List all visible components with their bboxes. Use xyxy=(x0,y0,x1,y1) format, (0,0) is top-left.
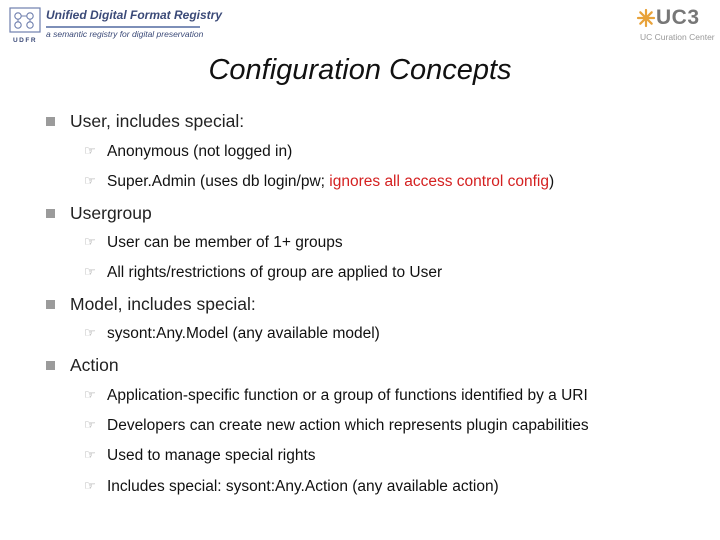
list-item-label: Model, includes special: xyxy=(70,294,256,314)
sub-list-item-label: Anonymous (not logged in) xyxy=(107,143,293,160)
square-bullet-icon xyxy=(46,361,55,370)
text-after: ) xyxy=(549,173,555,190)
sub-list-item-label: User can be member of 1+ groups xyxy=(107,234,343,251)
sub-list-item-label: Used to manage special rights xyxy=(107,447,316,464)
square-bullet-icon xyxy=(46,300,55,309)
pointing-hand-icon: ☞ xyxy=(84,234,96,249)
registry-subtitle: a semantic registry for digital preservation xyxy=(46,29,204,39)
registry-title: Unified Digital Format Registry xyxy=(46,8,223,22)
list-item-label: Usergroup xyxy=(70,203,152,223)
pointing-hand-icon: ☞ xyxy=(84,143,96,158)
sub-list-item-label: Developers can create new action which represents plugin capabilities xyxy=(107,417,589,434)
highlighted-text: ignores all access control config xyxy=(329,173,549,190)
pointing-hand-icon: ☞ xyxy=(84,173,96,188)
square-bullet-icon xyxy=(46,117,55,126)
uc3-logo-text: UC3 xyxy=(656,6,700,29)
list-item-label: Action xyxy=(70,355,119,375)
pointing-hand-icon: ☞ xyxy=(84,325,96,340)
pointing-hand-icon: ☞ xyxy=(84,417,96,432)
sub-list-item-label: Includes special: sysont:Any.Action (any available action) xyxy=(107,478,499,495)
sub-list-item-label: sysont:Any.Model (any available model) xyxy=(107,325,380,342)
pointing-hand-icon: ☞ xyxy=(84,264,96,279)
pointing-hand-icon: ☞ xyxy=(84,478,96,493)
pointing-hand-icon: ☞ xyxy=(84,447,96,462)
slide-title: Configuration Concepts xyxy=(208,54,512,86)
sub-list-item-label: Application-specific function or a group of functions identified by a URI xyxy=(107,387,588,404)
udfr-letters: UDFR xyxy=(12,37,38,44)
text-before: Super.Admin (uses db login/pw; xyxy=(107,173,330,190)
square-bullet-icon xyxy=(46,209,55,218)
sub-list-item-label: All rights/restrictions of group are applied to User xyxy=(107,264,443,281)
list-item-label: User, includes special: xyxy=(70,111,245,131)
sub-list-item-label xyxy=(107,173,554,191)
uc3-subtitle: UC Curation Center xyxy=(640,32,715,42)
pointing-hand-icon: ☞ xyxy=(84,387,96,402)
